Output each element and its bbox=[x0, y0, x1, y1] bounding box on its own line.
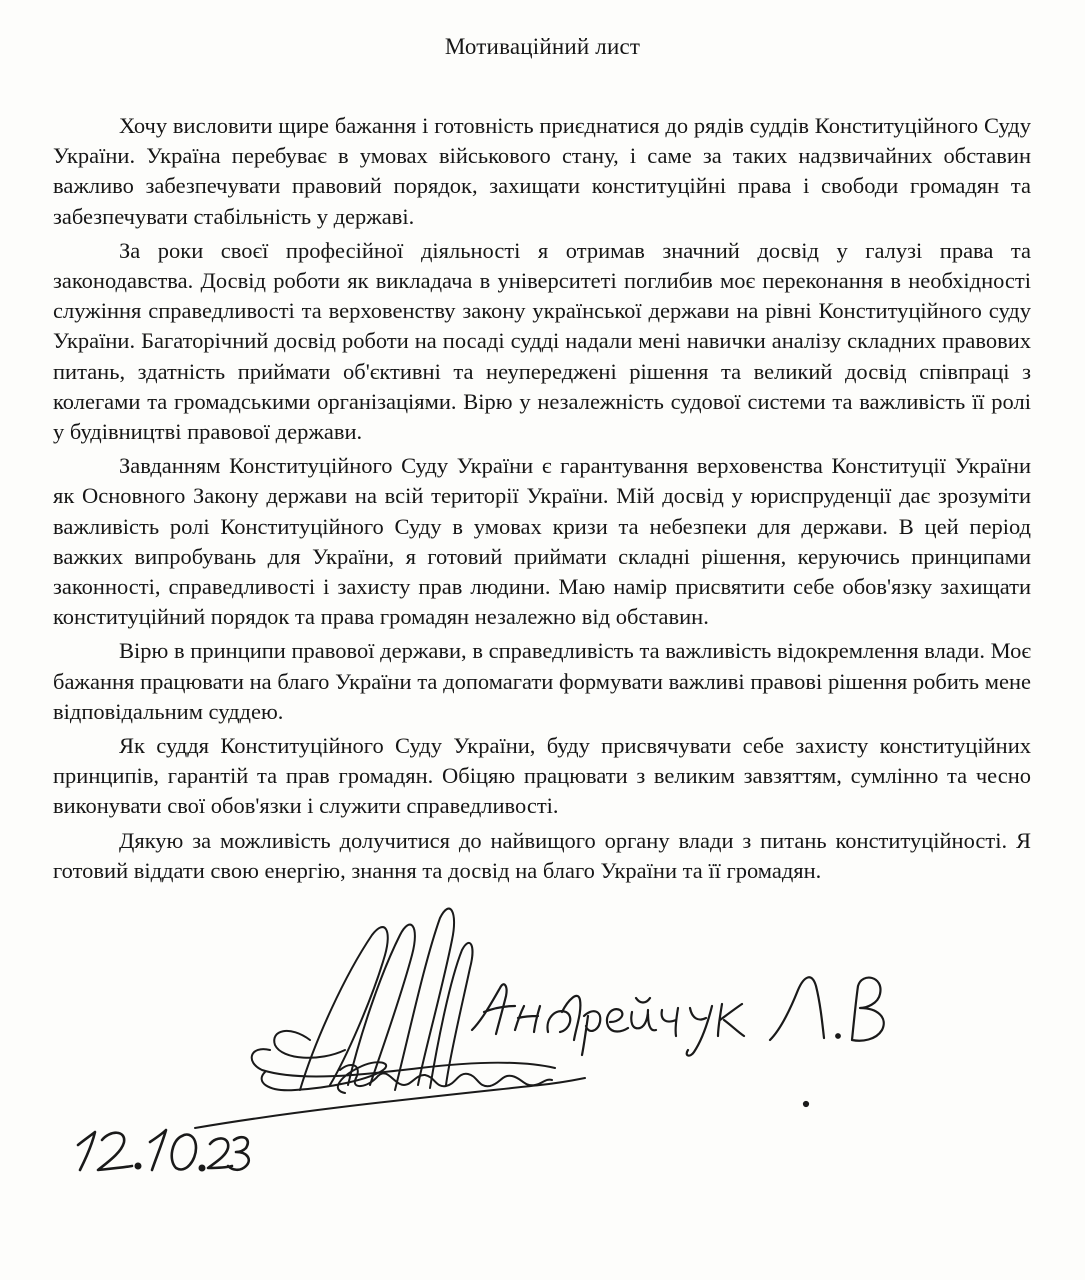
paragraph-4: Вірю в принципи правової держави, в справедливість та важливість відокремлення влади. Моє бажання працювати на благо України та допомагати формувати важливі правові рішення робить мене відповідальним суддею. bbox=[53, 638, 1031, 724]
paragraph-6: Дякую за можливість долучитися до найвищого органу влади з питань конституційності. Я готовий віддати свою енергію, знання та досвід на благо України та її громадян. bbox=[53, 827, 1031, 883]
document-title: Мотиваційний лист bbox=[444, 34, 641, 59]
handwritten-date bbox=[78, 1130, 249, 1170]
signature-scribble bbox=[195, 909, 585, 1128]
paragraph-2: За роки своєї професійної діяльності я отримав значний досвід у галузі права та законодавства. Досвід роботи як викладача в університеті поглибив моє переконання в необхідності служіння справедливості та верховенству закону української держави на рівні Конституційного суду України. Багаторічний досвід роботи на посаді судді надали мені навички аналізу складних правових питань, здатність приймати об'єктивні та неупереджені рішення та великий досвід співпраці з колегами та громадськими організаціями. Вірю у незалежність судової системи та важливість її ролі у будівництві правової держави. bbox=[53, 237, 1031, 445]
paragraph-1: Хочу висловити щире бажання і готовність приєднатися до рядів суддів Конституційного Суду України. Україна перебуває в умовах військового стану, і саме за таких надзвичайних обставин важливо забезпечувати правовий порядок, захищати конституційні права і свободи громадян та забезпечувати стабільність у державі. bbox=[53, 113, 1031, 229]
handwritten-name bbox=[472, 977, 884, 1106]
paragraph-5: Як суддя Конституційного Суду України, буду присвячувати себе захисту конституційних принципів, гарантій та прав громадян. Обіцяю працювати з великим завзяттям, сумлінно та чесно виконувати свої обов'язки і служити справедливості. bbox=[53, 733, 1031, 819]
paragraph-3: Завданням Конституційного Суду України є гарантування верховенства Конституції України як Основного Закону держави на всій території України. Мій досвід у юриспруденції дає зрозуміти важливість ролі Конституційного Суду в умовах кризи та небезпеки для держави. В цей період важких випробувань для України, я готовий приймати складні рішення, керуючись принципами законності, справедливості і захисту прав людини. Маю намір присвятити себе обов'язку захищати конституційний порядок та права громадян незалежно від обставин. bbox=[53, 453, 1031, 630]
